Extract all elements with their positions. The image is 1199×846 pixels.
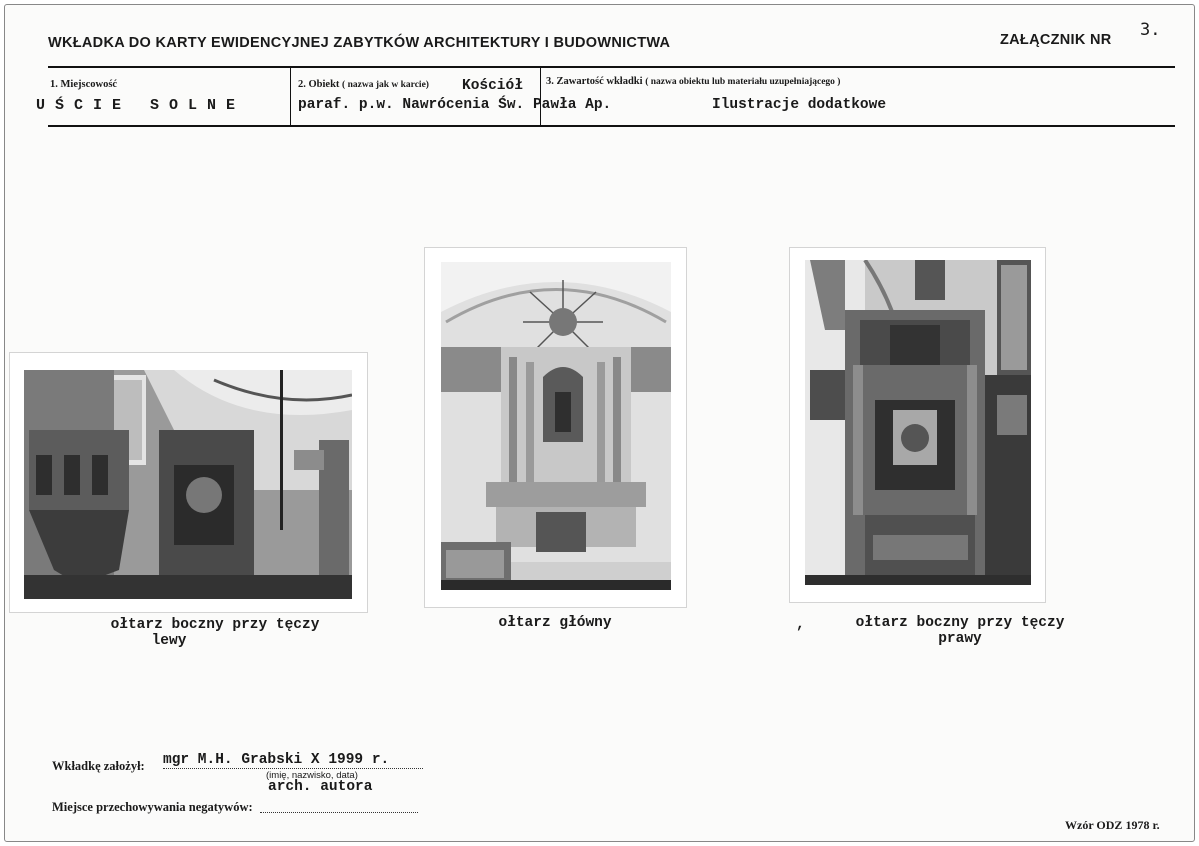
negatives-label: Miejsce przechowywania negatywów: bbox=[52, 800, 253, 814]
annex-number: 3. bbox=[1140, 20, 1161, 40]
annex-label: ZAŁĄCZNIK NR bbox=[1000, 32, 1112, 48]
form-title: WKŁADKA DO KARTY EWIDENCYJNEJ ZABYTKÓW ARCHITEKTURY I BUDOWNICTWA bbox=[48, 35, 671, 51]
template-code: Wzór ODZ 1978 r. bbox=[1065, 818, 1160, 832]
column-divider bbox=[290, 68, 291, 126]
caption-right-line1: ołtarz boczny przy tęczy bbox=[855, 615, 1065, 631]
table-bottom-rule bbox=[48, 125, 1175, 127]
negatives-dotted-line bbox=[260, 802, 418, 813]
archive-value: arch. autora bbox=[268, 779, 373, 795]
photo-right-side-altar bbox=[805, 260, 1031, 585]
locality-label: 1. Miejscowość bbox=[50, 79, 118, 90]
table-top-rule bbox=[48, 66, 1175, 68]
object-value-line2: paraf. p.w. Nawrócenia Św. Pawła Ap. bbox=[298, 97, 612, 113]
caption-right-line2: prawy bbox=[938, 631, 982, 647]
contents-label-text: 3. Zawartość wkładki bbox=[546, 76, 643, 87]
founder-value: mgr M.H. Grabski X 1999 r. bbox=[163, 752, 423, 769]
caption-center-line1: ołtarz główny bbox=[498, 615, 612, 631]
photo-left-side-altar bbox=[24, 370, 352, 599]
contents-label bbox=[546, 76, 840, 87]
photo-main-altar bbox=[441, 262, 671, 590]
founder-hint: (imię, nazwisko, data) bbox=[266, 770, 358, 781]
object-label-hint: ( nazwa jak w karcie) bbox=[342, 80, 429, 90]
object-label-text: 2. Obiekt bbox=[298, 79, 340, 90]
contents-label-hint: ( nazwa obiektu lub materiału uzupełniającego ) bbox=[645, 77, 841, 87]
contents-value: Ilustracje dodatkowe bbox=[712, 97, 887, 113]
object-label bbox=[298, 79, 429, 90]
locality-value: UŚCIE SOLNE bbox=[36, 97, 246, 114]
caption-left-line2: lewy bbox=[151, 633, 187, 649]
founder-label: Wkładkę założył: bbox=[52, 759, 145, 773]
object-value-line1: Kościół bbox=[462, 78, 523, 94]
caption-left-line1: ołtarz boczny przy tęczy bbox=[110, 617, 320, 633]
caption-right-prefix: , bbox=[796, 617, 805, 633]
caption-right bbox=[810, 615, 1110, 647]
caption-center bbox=[430, 615, 680, 631]
caption-left bbox=[60, 617, 370, 649]
